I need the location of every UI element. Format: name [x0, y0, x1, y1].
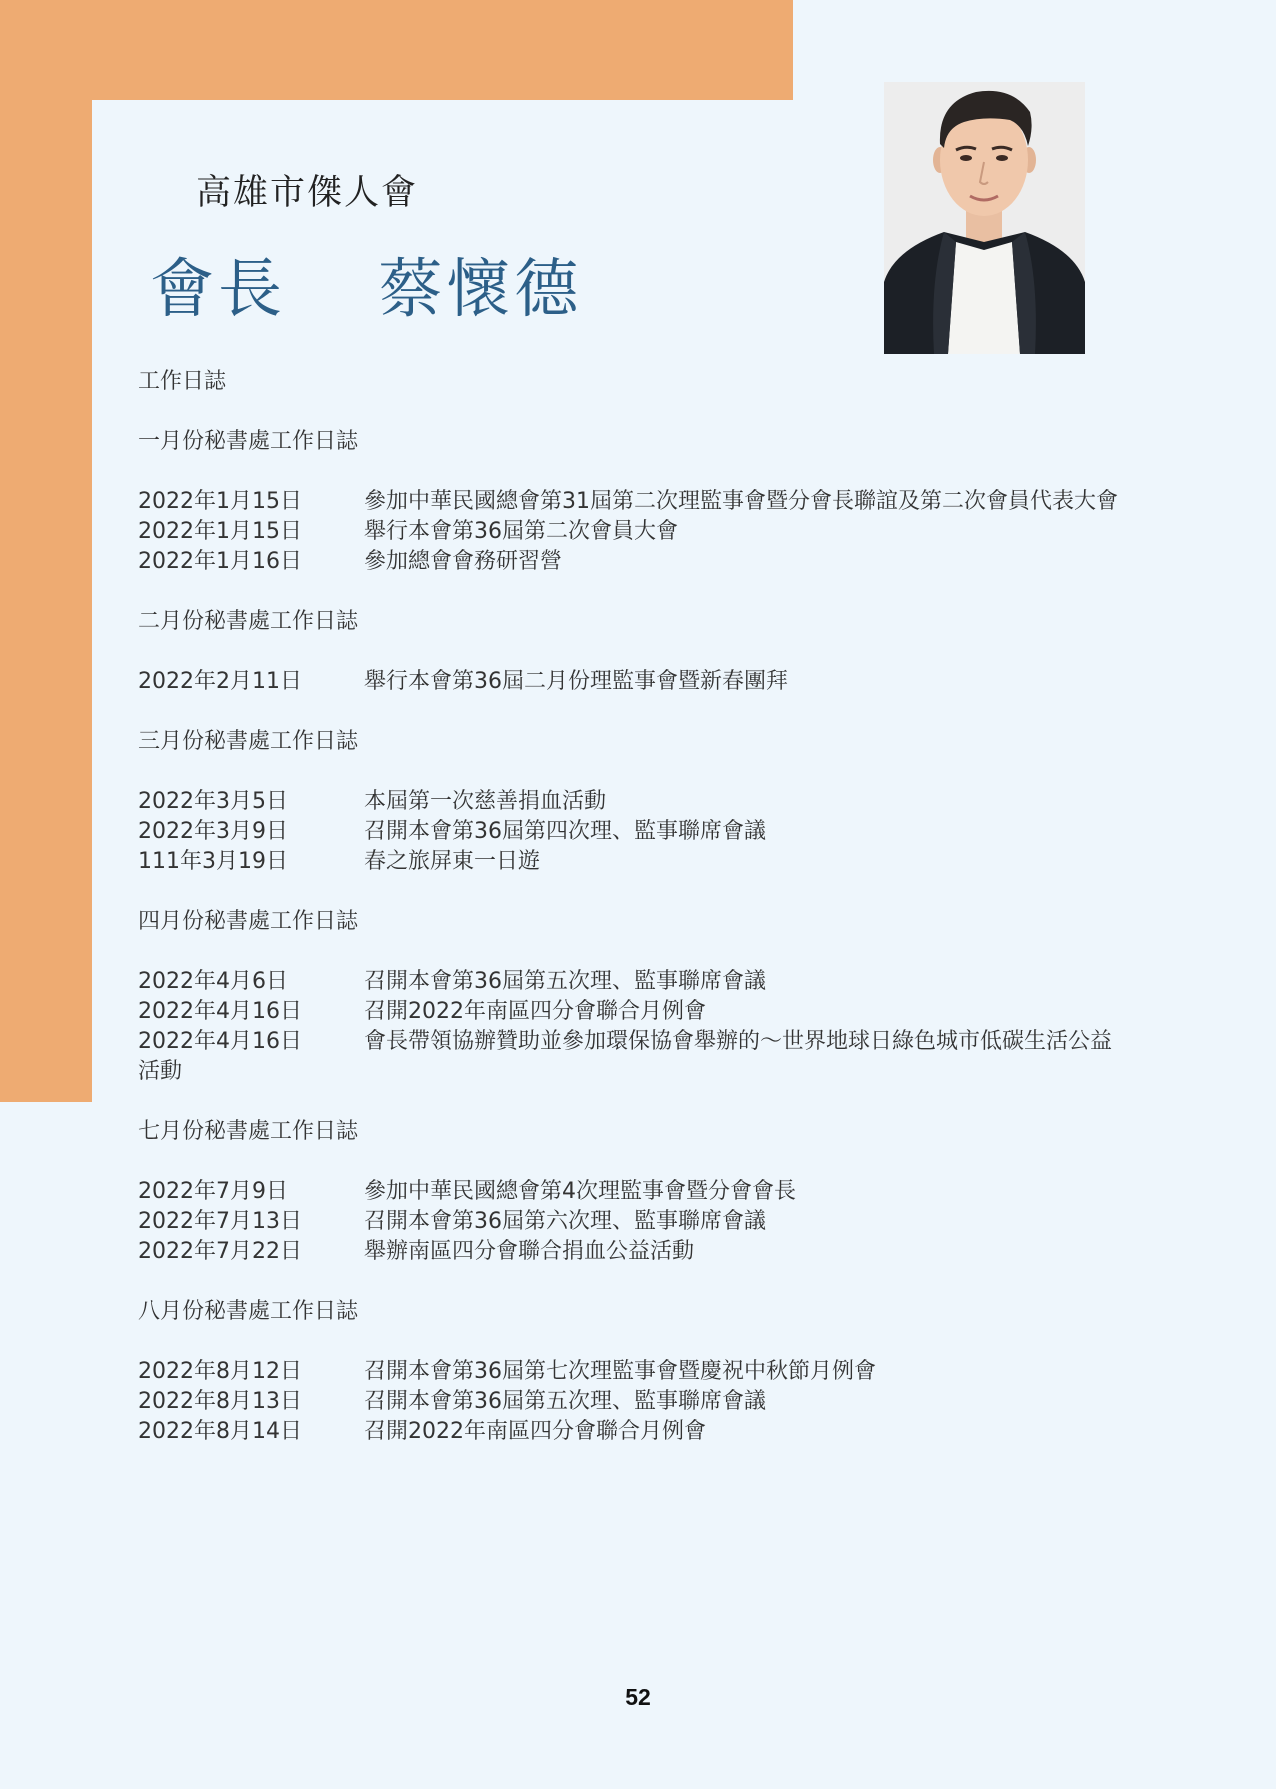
entry-description: 本屆第一次慈善捐血活動	[364, 789, 607, 814]
entry-date: 2022年8月13日	[138, 1389, 302, 1414]
entry-description: 舉辦南區四分會聯合捐血公益活動	[364, 1239, 695, 1264]
entry-date: 2022年3月5日	[138, 789, 288, 814]
entries-april	[138, 967, 1218, 1087]
entry-date: 2022年2月11日	[138, 669, 302, 694]
work-log	[138, 367, 1218, 1477]
entry-description: 舉行本會第36屆二月份理監事會暨新春團拜	[364, 669, 788, 694]
log-entry	[138, 1387, 1218, 1417]
log-entry	[138, 847, 1218, 877]
entry-description: 召開本會第36屆第五次理、監事聯席會議	[364, 1389, 766, 1414]
log-entry	[138, 787, 1218, 817]
entry-description: 參加總會會務研習營	[364, 549, 563, 574]
entry-description: 參加中華民國總會第4次理監事會暨分會會長	[364, 1179, 796, 1204]
entry-description: 會長帶領協辦贊助並參加環保協會舉辦的～世界地球日綠色城市低碳生活公益	[364, 1029, 1113, 1054]
entries-january	[138, 487, 1218, 577]
entry-date: 2022年4月16日	[138, 999, 302, 1024]
entry-date: 2022年7月9日	[138, 1179, 288, 1204]
log-entry	[138, 1177, 1218, 1207]
entry-description: 舉行本會第36屆第二次會員大會	[364, 519, 678, 544]
entry-date: 2022年1月15日	[138, 489, 302, 514]
section-heading-february: 二月份秘書處工作日誌	[138, 609, 359, 634]
entry-description: 召開本會第36屆第五次理、監事聯席會議	[364, 969, 766, 994]
entry-date: 2022年8月12日	[138, 1359, 302, 1384]
entry-date: 2022年3月9日	[138, 819, 288, 844]
log-entry	[138, 967, 1218, 997]
log-entry	[138, 667, 1218, 697]
entry-date: 2022年1月16日	[138, 549, 302, 574]
entries-july	[138, 1177, 1218, 1267]
section-heading-march: 三月份秘書處工作日誌	[138, 729, 359, 754]
log-entry	[138, 817, 1218, 847]
entry-description: 召開2022年南區四分會聯合月例會	[364, 1419, 706, 1444]
log-entry	[138, 1027, 1218, 1087]
entry-date: 2022年8月14日	[138, 1419, 302, 1444]
entry-description: 召開本會第36屆第四次理、監事聯席會議	[364, 819, 766, 844]
section-heading-august: 八月份秘書處工作日誌	[138, 1299, 359, 1324]
log-entry	[138, 1207, 1218, 1237]
entries-february	[138, 667, 1218, 697]
entry-description-continued: 活動	[138, 1059, 183, 1084]
work-log-title: 工作日誌	[138, 369, 227, 394]
entry-date: 2022年7月22日	[138, 1239, 302, 1264]
decorative-band-top	[0, 0, 793, 100]
entries-august	[138, 1357, 1218, 1447]
entry-description: 春之旅屏東一日遊	[364, 849, 541, 874]
entry-description: 召開本會第36屆第六次理、監事聯席會議	[364, 1209, 766, 1234]
section-heading-january: 一月份秘書處工作日誌	[138, 429, 359, 454]
log-entry	[138, 1417, 1218, 1447]
entry-date: 2022年4月16日	[138, 1029, 302, 1054]
section-heading-april: 四月份秘書處工作日誌	[138, 909, 359, 934]
entry-date: 2022年1月15日	[138, 519, 302, 544]
page-title: 會長 蔡懷德	[150, 253, 583, 327]
page-number: 52	[625, 1684, 651, 1710]
log-entry	[138, 997, 1218, 1027]
entries-march	[138, 787, 1218, 877]
log-entry	[138, 517, 1218, 547]
entry-description: 參加中華民國總會第31屆第二次理監事會暨分會長聯誼及第二次會員代表大會	[364, 489, 1118, 514]
portrait-photo	[884, 82, 1085, 354]
decorative-band-left	[0, 0, 92, 1102]
log-entry	[138, 547, 1218, 577]
log-entry	[138, 1357, 1218, 1387]
organization-name: 高雄市傑人會	[196, 173, 419, 213]
section-heading-july: 七月份秘書處工作日誌	[138, 1119, 359, 1144]
entry-date: 2022年7月13日	[138, 1209, 302, 1234]
entry-description: 召開2022年南區四分會聯合月例會	[364, 999, 706, 1024]
entry-date: 2022年4月6日	[138, 969, 288, 994]
log-entry	[138, 487, 1218, 517]
log-entry	[138, 1237, 1218, 1267]
entry-description: 召開本會第36屆第七次理監事會暨慶祝中秋節月例會	[364, 1359, 876, 1384]
entry-date: 111年3月19日	[138, 849, 288, 874]
